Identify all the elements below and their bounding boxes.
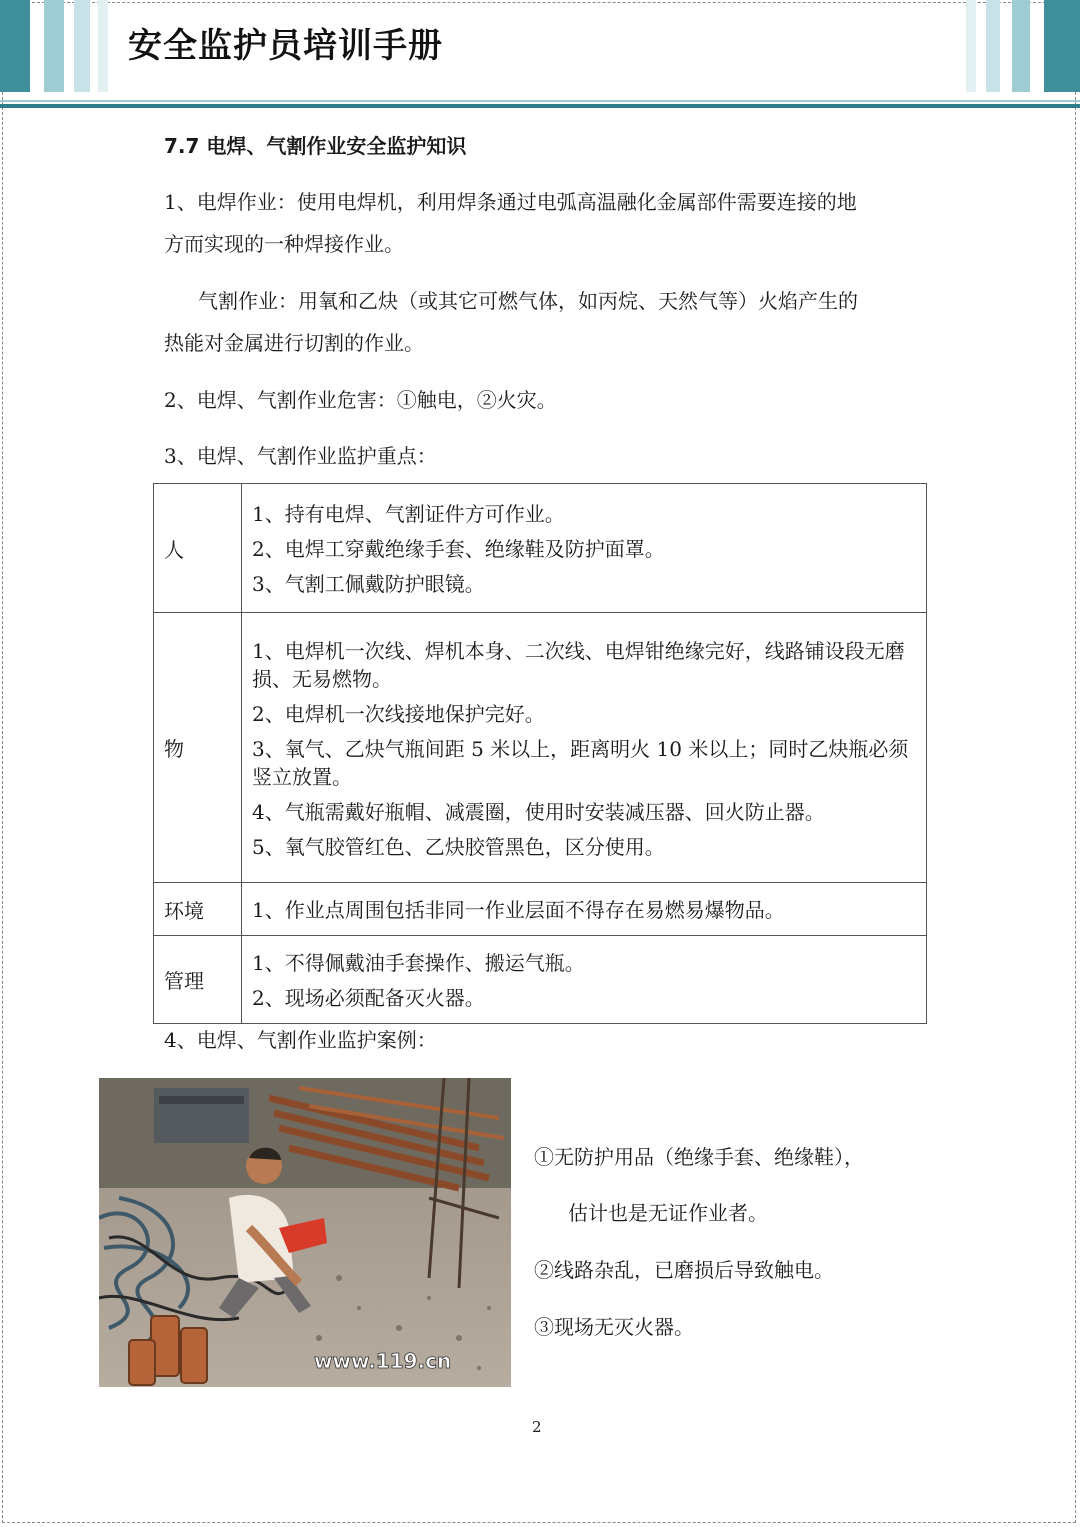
list-item: 3、气割工佩戴防护眼镜。 <box>252 572 485 596</box>
list-item: 3、氧气、乙炔气瓶间距 5 米以上，距离明火 10 米以上；同时乙炔瓶必须竖立放置。 <box>252 736 909 789</box>
items-cell <box>242 613 927 883</box>
document-title: 安全监护员培训手册 <box>128 26 443 66</box>
header-stripe <box>74 0 90 92</box>
section-title: 7.7 电焊、气割作业安全监护知识 <box>164 134 467 158</box>
header-divider-light <box>0 100 1080 102</box>
header-stripe <box>98 0 108 92</box>
case-note: ③现场无灭火器。 <box>534 1315 694 1339</box>
list-item: 1、持有电焊、气割证件方可作业。 <box>252 502 565 526</box>
header-stripe <box>986 0 1000 92</box>
list-item: 5、氧气胶管红色、乙炔胶管黑色，区分使用。 <box>252 834 665 859</box>
paragraph-key-points-heading: 3、电焊、气割作业监护重点： <box>164 444 437 468</box>
page-header <box>0 0 1080 110</box>
paragraph-case-heading: 4、电焊、气割作业监护案例： <box>164 1028 437 1052</box>
case-note: ①无防护用品（绝缘手套、绝缘鞋）， <box>534 1145 864 1169</box>
header-stripe <box>0 0 30 92</box>
case-photo <box>99 1078 511 1387</box>
header-stripe <box>966 0 976 92</box>
list-item: 1、作业点周围包括非同一作业层面不得存在易燃易爆物品。 <box>252 898 785 922</box>
items-cell <box>242 484 927 613</box>
header-stripe <box>1044 0 1080 92</box>
category-cell: 物 <box>154 613 242 883</box>
category-cell: 环境 <box>154 883 242 936</box>
paragraph-welding-line1: 1、电焊作业：使用电焊机，利用焊条通过电弧高温融化金属部件需要连接的地 <box>164 190 857 214</box>
items-cell <box>242 936 927 1024</box>
list-item: 2、现场必须配备灭火器。 <box>252 986 485 1010</box>
paragraph-cutting-line2: 热能对金属进行切割的作业。 <box>164 331 424 355</box>
page-number: 2 <box>532 1418 542 1436</box>
list-item: 1、不得佩戴油手套操作、搬运气瓶。 <box>252 951 585 975</box>
paragraph-hazards: 2、电焊、气割作业危害：①触电，②火灾。 <box>164 388 557 412</box>
paragraph-welding-line2: 方而实现的一种焊接作业。 <box>164 232 404 256</box>
header-stripe <box>44 0 64 92</box>
category-cell: 管理 <box>154 936 242 1024</box>
list-item: 4、气瓶需戴好瓶帽、减震圈，使用时安装减压器、回火防止器。 <box>252 799 825 824</box>
welder-photo-illustration <box>99 1078 511 1387</box>
header-divider <box>0 104 1080 108</box>
photo-watermark: www.119.cn <box>314 1349 452 1373</box>
table-row <box>154 936 927 1024</box>
table-row <box>154 883 927 936</box>
table-row <box>154 484 927 613</box>
list-item: 2、电焊工穿戴绝缘手套、绝缘鞋及防护面罩。 <box>252 537 665 561</box>
category-cell: 人 <box>154 484 242 613</box>
paragraph-cutting-line1: 气割作业：用氧和乙炔（或其它可燃气体，如丙烷、天然气等）火焰产生的 <box>198 289 858 313</box>
items-cell <box>242 883 927 936</box>
key-points-table <box>153 483 927 1024</box>
table-row <box>154 613 927 883</box>
list-item: 1、电焊机一次线、焊机本身、二次线、电焊钳绝缘完好，线路铺设段无磨损、无易燃物。 <box>252 638 905 691</box>
list-item: 2、电焊机一次线接地保护完好。 <box>252 701 545 726</box>
case-note: ②线路杂乱，已磨损后导致触电。 <box>534 1258 834 1282</box>
header-stripe <box>1012 0 1030 92</box>
case-note: 估计也是无证作业者。 <box>568 1201 768 1225</box>
